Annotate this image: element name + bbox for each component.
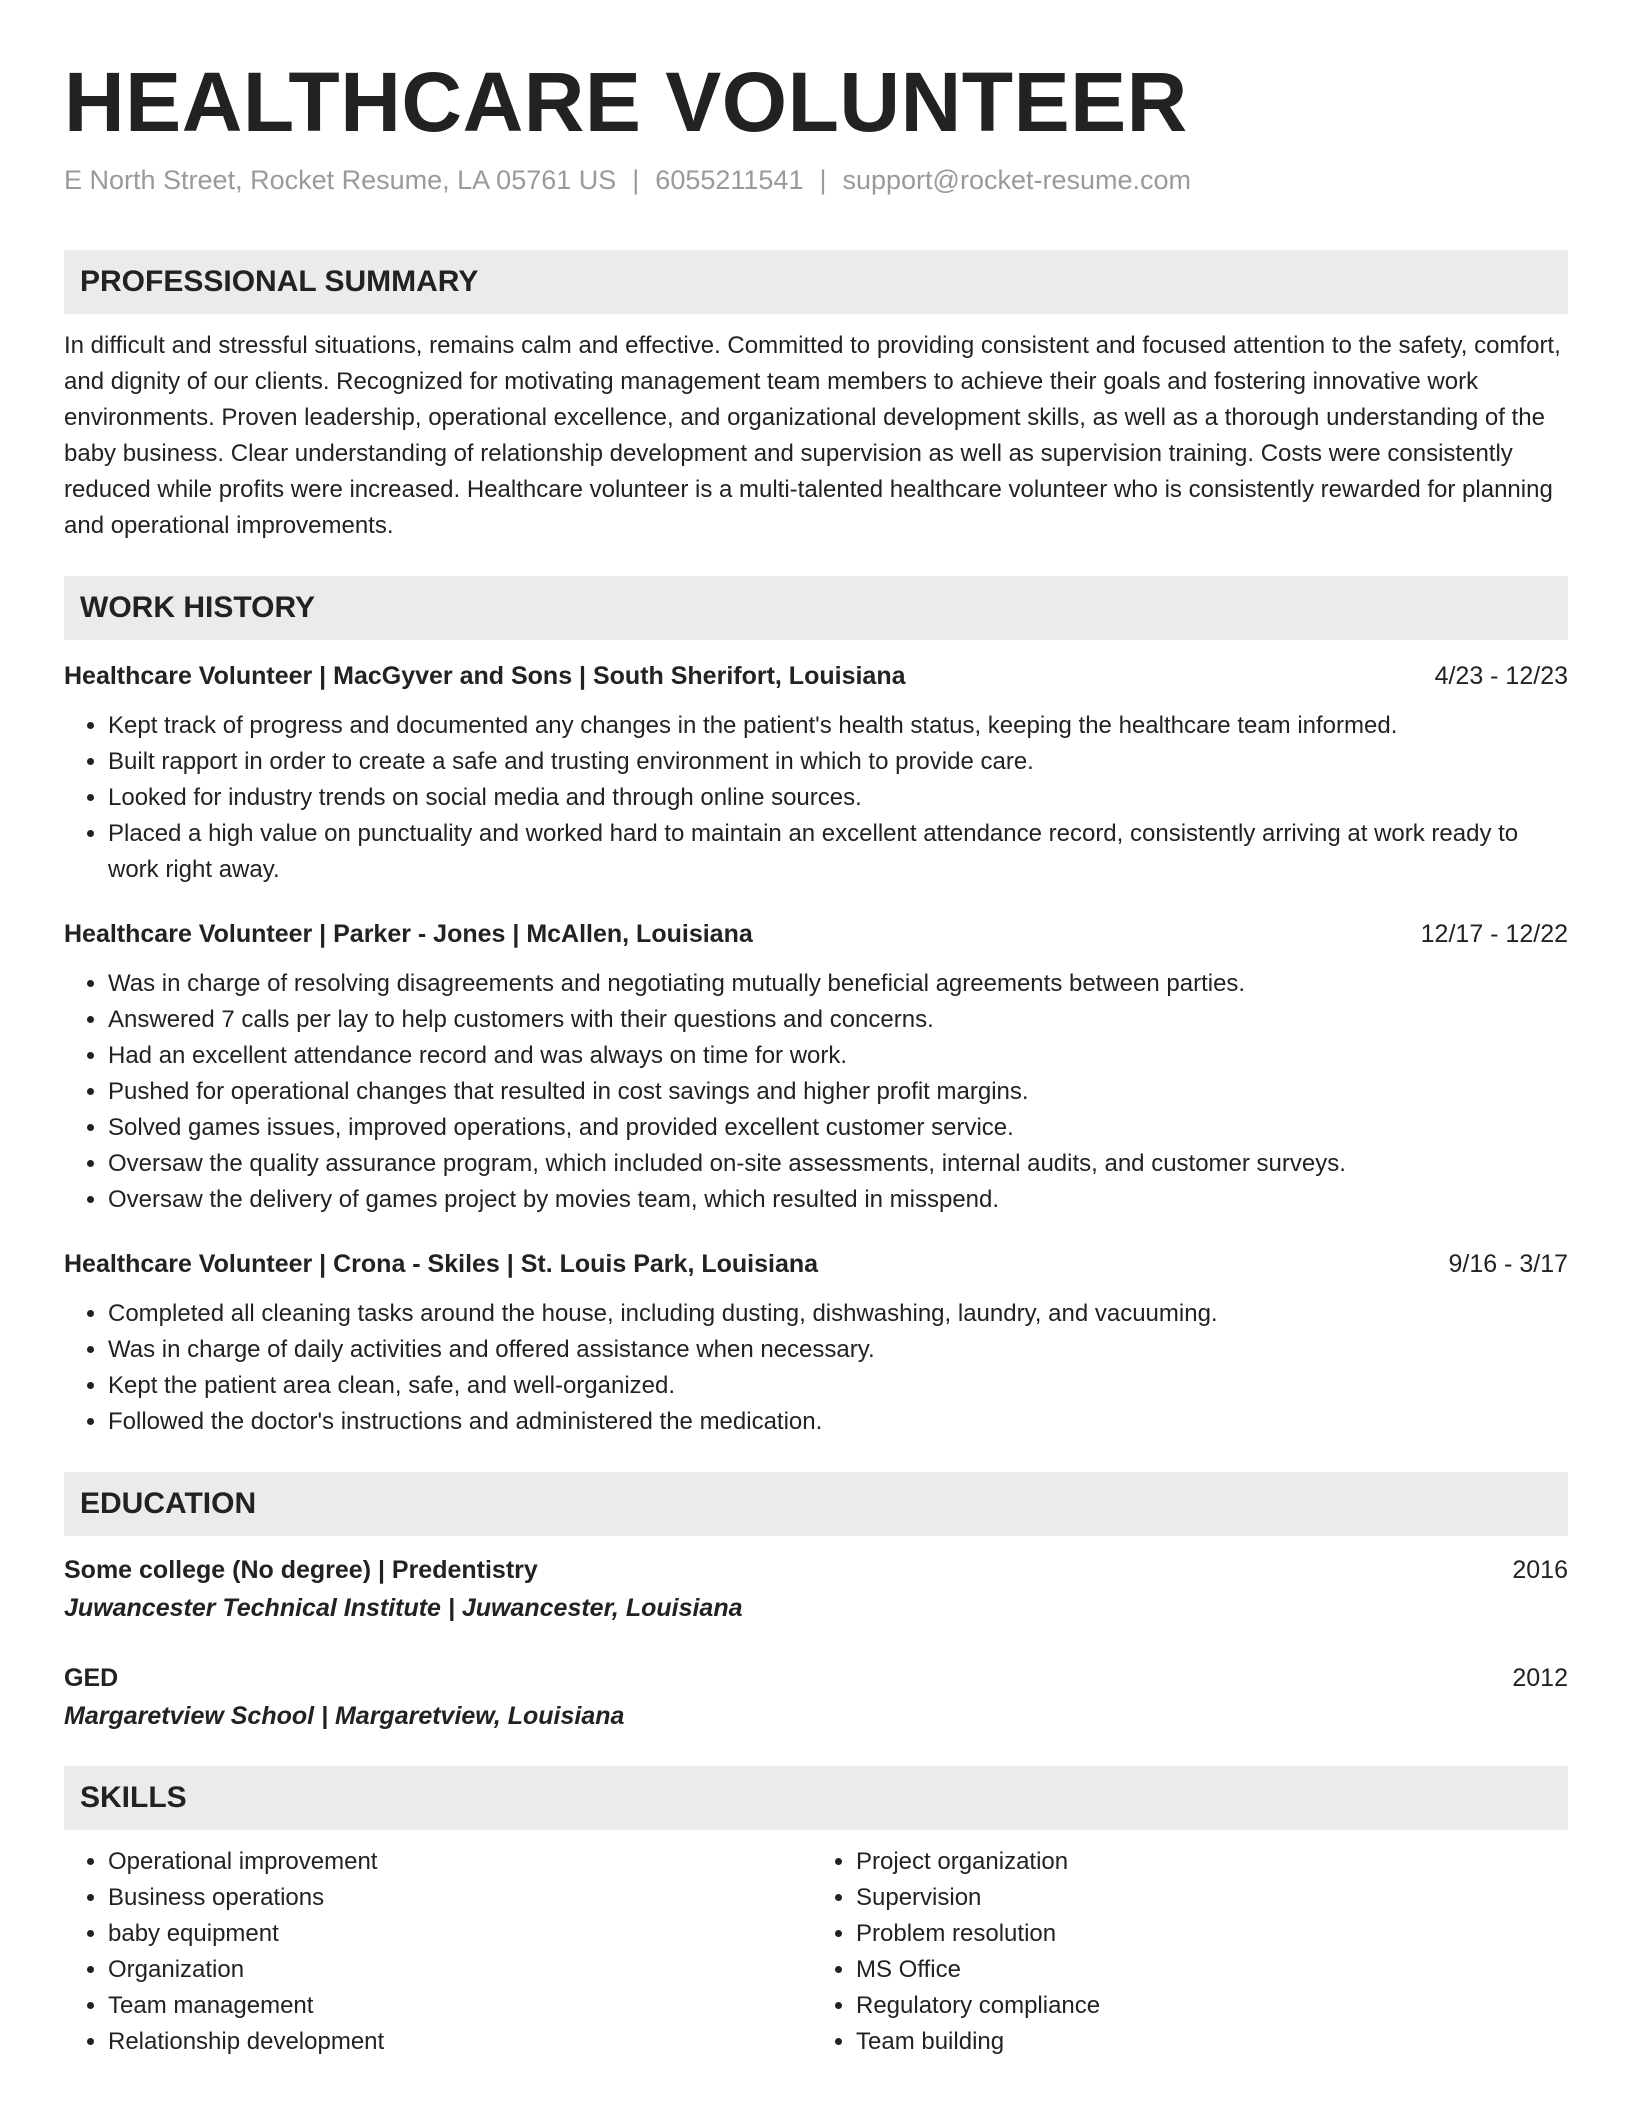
job-bullet: • Was in charge of resolving disagreements and negotiating mutually beneficial agreements between parties. [108, 966, 1568, 1002]
skills-list [64, 1844, 1568, 2060]
summary-text: In difficult and stressful situations, remains calm and effective. Committed to providing consistent and focused attention to the safety, comfort, and dignity of our clients. Recognized for motivating management team members to achieve their goals and fostering innovative work environments. Proven leadership, operational excellence, and organizational development skills, as well as a thorough understanding of the baby business. Clear understanding of relationship development and supervision as well as supervision training. Costs were consistently reduced while profits were increased. Healthcare volunteer is a multi-talented healthcare volunteer who is consistently rewarded for planning and operational improvements. [64, 332, 1561, 539]
job-bullets [64, 708, 1568, 888]
skill-item: • Business operations [108, 1880, 806, 1916]
job-bullet: • Oversaw the quality assurance program, which included on-site assessments, internal audits, and customer surveys. [108, 1146, 1568, 1182]
job-title: Healthcare Volunteer | MacGyver and Sons | South Sherifort, Louisiana [64, 662, 906, 690]
education-school: Juwancester Technical Institute | Juwancester, Louisiana [64, 1594, 743, 1622]
education-entry [64, 1660, 1568, 1734]
job-dates: 12/17 - 12/22 [1420, 920, 1568, 948]
job-entry [64, 658, 1568, 888]
job-entry [64, 1246, 1568, 1440]
job-entry [64, 916, 1568, 1218]
job-bullet: • Built rapport in order to create a safe and trusting environment in which to provide care. [108, 744, 1568, 780]
education-year: 2016 [1512, 1556, 1568, 1584]
education-school: Margaretview School | Margaretview, Louisiana [64, 1702, 625, 1730]
education-year: 2012 [1512, 1664, 1568, 1692]
contact-phone: 6055211541 [655, 165, 804, 195]
contact-separator: | [819, 165, 827, 195]
job-bullet: • Solved games issues, improved operations, and provided excellent customer service. [108, 1110, 1568, 1146]
job-bullet: • Completed all cleaning tasks around the house, including dusting, dishwashing, laundry, and vacuuming. [108, 1296, 1568, 1332]
job-bullet: • Kept track of progress and documented any changes in the patient's health status, keeping the healthcare team informed. [108, 708, 1568, 744]
section-heading-work-history: WORK HISTORY [64, 576, 1568, 640]
job-bullet: • Followed the doctor's instructions and administered the medication. [108, 1404, 1568, 1440]
skill-item: • Supervision [856, 1880, 1554, 1916]
education-degree: GED [64, 1664, 119, 1692]
job-bullets [64, 1296, 1568, 1440]
job-bullet: • Pushed for operational changes that resulted in cost savings and higher profit margins. [108, 1074, 1568, 1110]
skill-item: • Team management [108, 1988, 806, 2024]
skill-item: • MS Office [856, 1952, 1554, 1988]
section-heading-skills: SKILLS [64, 1766, 1568, 1830]
job-bullet: • Was in charge of daily activities and offered assistance when necessary. [108, 1332, 1568, 1368]
skills-column-right [806, 1844, 1554, 2060]
job-title: Healthcare Volunteer | Parker - Jones | McAllen, Louisiana [64, 920, 753, 948]
contact-email: support@rocket-resume.com [842, 165, 1192, 195]
skill-item: • Problem resolution [856, 1916, 1554, 1952]
skill-item: • Project organization [856, 1844, 1554, 1880]
section-heading-education: EDUCATION [64, 1472, 1568, 1536]
skill-item: • Organization [108, 1952, 806, 1988]
education-degree: Some college (No degree) | Predentistry [64, 1556, 538, 1584]
education-entry [64, 1552, 1568, 1626]
job-bullet: • Answered 7 calls per lay to help customers with their questions and concerns. [108, 1002, 1568, 1038]
skill-item: • baby equipment [108, 1916, 806, 1952]
job-bullet: • Had an excellent attendance record and was always on time for work. [108, 1038, 1568, 1074]
job-bullets [64, 966, 1568, 1218]
skill-item: • Regulatory compliance [856, 1988, 1554, 2024]
skill-item: • Operational improvement [108, 1844, 806, 1880]
job-bullet: • Oversaw the delivery of games project by movies team, which resulted in misspend. [108, 1182, 1568, 1218]
section-heading-summary: PROFESSIONAL SUMMARY [64, 250, 1568, 314]
resume-name: HEALTHCARE VOLUNTEER [64, 55, 1188, 149]
skills-column-left [64, 1844, 806, 2060]
job-dates: 4/23 - 12/23 [1434, 662, 1568, 690]
contact-separator: | [632, 165, 640, 195]
job-bullet: • Placed a high value on punctuality and worked hard to maintain an excellent attendance record, consistently arriving at work ready to work right away. [108, 816, 1568, 888]
job-title: Healthcare Volunteer | Crona - Skiles | St. Louis Park, Louisiana [64, 1250, 819, 1278]
contact-address: E North Street, Rocket Resume, LA 05761 US [64, 165, 617, 195]
skill-item: • Relationship development [108, 2024, 806, 2060]
resume-page [64, 52, 1568, 2060]
job-bullet: • Looked for industry trends on social media and through online sources. [108, 780, 1568, 816]
skill-item: • Team building [856, 2024, 1554, 2060]
job-dates: 9/16 - 3/17 [1448, 1250, 1568, 1278]
job-bullet: • Kept the patient area clean, safe, and well-organized. [108, 1368, 1568, 1404]
contact-line [64, 162, 1568, 198]
